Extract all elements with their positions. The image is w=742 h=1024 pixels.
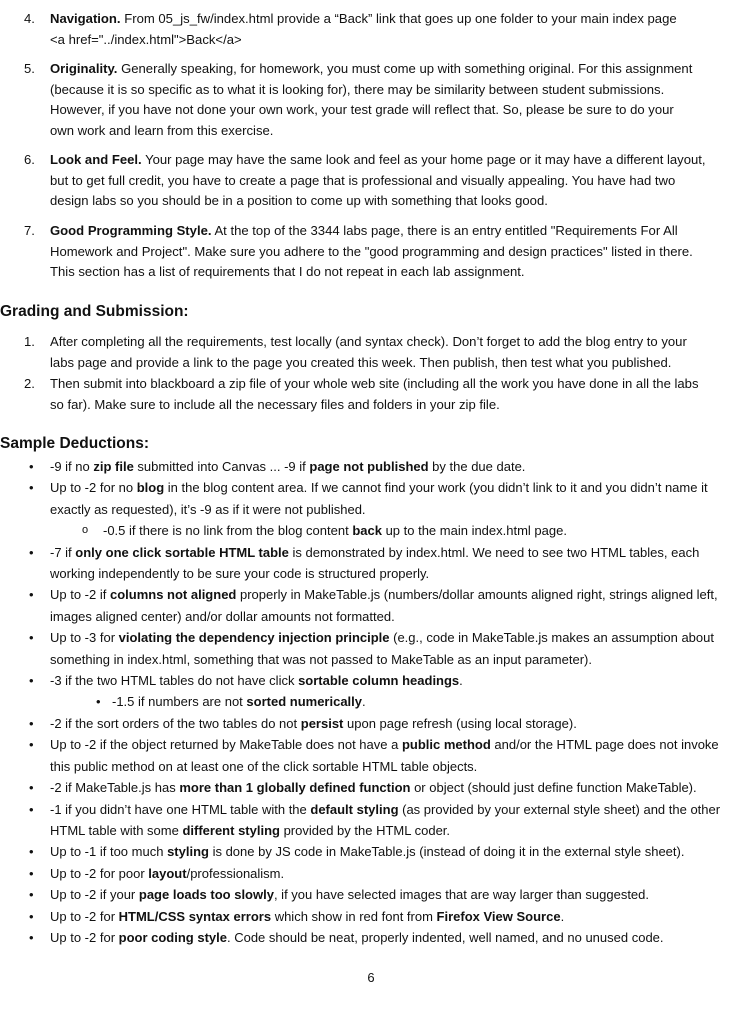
deduction-item: o -0.5 if there is no link from the blog content back up to the main index.html page.	[0, 520, 740, 541]
deduction-item: • Up to -2 for no blog in the blog content area. If we cannot find your work (you didn’t link to it and you didn’t name it exactly as requested), it’s -9 as if it were not published.	[0, 477, 740, 520]
deduction-item: • Up to -2 for poor layout/professionalism.	[0, 863, 740, 884]
deduction-item: • -1 if you didn’t have one HTML table with the default styling (as provided by your external style sheet) and the other HTML table with some different styling provided by the HTML coder.	[0, 799, 740, 842]
deduction-item: • -9 if no zip file submitted into Canvas ... -9 if page not published by the due date.	[0, 456, 740, 477]
bullet-icon: •	[29, 459, 34, 474]
deduction-emphasis: default styling	[310, 801, 399, 817]
deduction-emphasis: persist	[300, 715, 344, 731]
requirement-line: own work and learn from this exercise.	[50, 122, 274, 138]
bullet-icon: •	[29, 844, 34, 860]
bullet-icon: •	[96, 694, 101, 710]
deduction-emphasis: zip file	[93, 459, 134, 474]
requirement-number: 6.	[24, 152, 35, 167]
grading-line: Then submit into blackboard a zip file of your whole web site (including all the work you have done in all the labs	[50, 376, 699, 391]
deductions-list	[0, 456, 742, 948]
requirement-number: 7.	[24, 223, 35, 238]
bullet-icon: •	[29, 929, 34, 945]
requirement-text	[50, 150, 738, 212]
deductions-heading: Sample Deductions:	[0, 435, 149, 452]
grading-number: 1.	[24, 334, 35, 349]
requirement-line: design labs so you should be in a position to come up with something that looks good.	[50, 193, 548, 208]
deduction-emphasis: page not published	[309, 459, 429, 474]
deduction-item: • Up to -3 for violating the dependency injection principle (e.g., code in MakeTable.js makes an assumption about something in index.html, something that was not passed to MakeTable as an input parameter).	[0, 627, 740, 670]
bullet-icon: •	[29, 480, 34, 496]
bullet-icon: •	[29, 780, 34, 796]
grading-text	[50, 332, 738, 373]
deduction-emphasis: poor coding style	[118, 929, 227, 945]
deduction-emphasis: violating the dependency injection principle	[118, 630, 390, 646]
bullet-icon: •	[29, 865, 34, 881]
deduction-emphasis: back	[352, 523, 382, 539]
bullet-icon: •	[29, 887, 34, 903]
deduction-emphasis: columns not aligned	[109, 587, 237, 603]
deduction-item: • Up to -2 if your page loads too slowly, if you have selected images that are way larger than suggested.	[0, 884, 740, 905]
bullet-icon: •	[29, 673, 34, 689]
deduction-emphasis: page loads too slowly	[138, 887, 274, 903]
deduction-item: • -2 if MakeTable.js has more than 1 globally defined function or object (should just define function MakeTable).	[0, 777, 740, 798]
deduction-emphasis: sorted numerically	[246, 694, 363, 710]
deduction-emphasis: sortable column headings	[298, 673, 460, 689]
requirement-lead: Originality.	[50, 61, 118, 76]
requirement-line: However, if you have not done your own work, your test grade will reflect that. So, please be sure to do your	[50, 102, 674, 117]
grading-text	[50, 374, 738, 415]
deduction-emphasis: Firefox View Source	[436, 908, 561, 924]
bullet-icon: •	[29, 630, 34, 646]
page-number: 6	[367, 970, 375, 985]
bullet-icon: •	[29, 801, 34, 817]
requirement-line: but to get full credit, you have to create a page that is professional and visually appealing. You have had two	[50, 172, 676, 188]
requirement-lead: Navigation.	[50, 11, 121, 26]
requirement-lead: Good Programming Style.	[50, 223, 212, 238]
requirement-line: This section has a list of requirements that I do not repeat in each lab assignment.	[50, 264, 525, 279]
bullet-icon: •	[29, 908, 34, 924]
bullet-icon: •	[29, 715, 34, 731]
requirement-line: Good Programming Style. At the top of the 3344 labs page, there is an entry entitled "Requirements For All	[50, 223, 678, 238]
deduction-emphasis: styling	[167, 844, 209, 860]
deduction-item: • Up to -1 if too much styling is done by JS code in MakeTable.js (instead of doing it in the external style sheet).	[0, 841, 740, 862]
bullet-icon: •	[29, 544, 34, 560]
requirement-text	[50, 9, 738, 50]
grading-heading: Grading and Submission:	[0, 303, 189, 320]
deduction-emphasis: more than 1 globally defined function	[179, 780, 411, 796]
deduction-emphasis: layout	[148, 865, 187, 881]
bullet-icon: •	[29, 737, 34, 753]
requirement-line: Navigation. From 05_js_fw/index.html provide a “Back” link that goes up one folder to your main index page	[50, 11, 677, 26]
bullet-icon: •	[29, 587, 34, 603]
deduction-item: • Up to -2 for poor coding style. Code should be neat, properly indented, well named, and no unused code.	[0, 927, 740, 948]
deduction-item: • -2 if the sort orders of the two tables do not persist upon page refresh (using local storage).	[0, 713, 740, 734]
grading-line: labs page and provide a link to the page you created this week. Then publish, then test what you published.	[50, 354, 672, 370]
bullet-icon: o	[82, 524, 89, 537]
requirement-text	[50, 221, 738, 283]
requirement-line: (because it is so specific as to what it is looking for), there may be similarity between student submissions.	[50, 81, 665, 97]
requirement-line: Look and Feel. Your page may have the same look and feel as your home page or it may have a different layout,	[50, 152, 706, 167]
grading-line: so far). Make sure to include all the necessary files and folders in your zip file.	[50, 396, 500, 412]
deduction-emphasis: HTML/CSS syntax errors	[118, 908, 272, 924]
requirement-text	[50, 59, 738, 141]
deduction-item: • -3 if the two HTML tables do not have click sortable column headings.	[0, 670, 740, 691]
requirement-line: Originality. Generally speaking, for homework, you must come up with something original. For this assignment	[50, 61, 693, 76]
deduction-item: • Up to -2 if the object returned by MakeTable does not have a public method and/or the HTML page does not invoke this public method on at least one of the click sortable HTML table objects.	[0, 734, 740, 777]
grading-line: After completing all the requirements, test locally (and syntax check). Don’t forget to add the blog entry to your	[50, 334, 687, 349]
deduction-emphasis: different styling	[182, 822, 280, 838]
requirement-lead: Look and Feel.	[50, 152, 142, 167]
deduction-emphasis: only one click sortable HTML table	[75, 544, 289, 560]
requirement-number: 5.	[24, 61, 35, 76]
deduction-item: • Up to -2 if columns not aligned properly in MakeTable.js (numbers/dollar amounts aligned right, strings aligned left, images aligned center) and/or dollar amounts not formatted.	[0, 584, 740, 627]
deduction-item: • -7 if only one click sortable HTML table is demonstrated by index.html. We need to see two HTML tables, each working independently to be sure your code is structured properly.	[0, 542, 740, 585]
deduction-item: • -1.5 if numbers are not sorted numerically.	[0, 691, 740, 712]
deduction-item: • Up to -2 for HTML/CSS syntax errors which show in red font from Firefox View Source.	[0, 906, 740, 927]
requirement-line: <a href="../index.html">Back</a>	[50, 31, 242, 47]
grading-number: 2.	[24, 376, 35, 391]
deduction-emphasis: public method	[401, 737, 491, 753]
requirement-number: 4.	[24, 11, 35, 26]
requirement-line: Homework and Project". Make sure you adhere to the "good programming and design practices" listed in there.	[50, 243, 693, 259]
deduction-emphasis: blog	[136, 480, 165, 496]
